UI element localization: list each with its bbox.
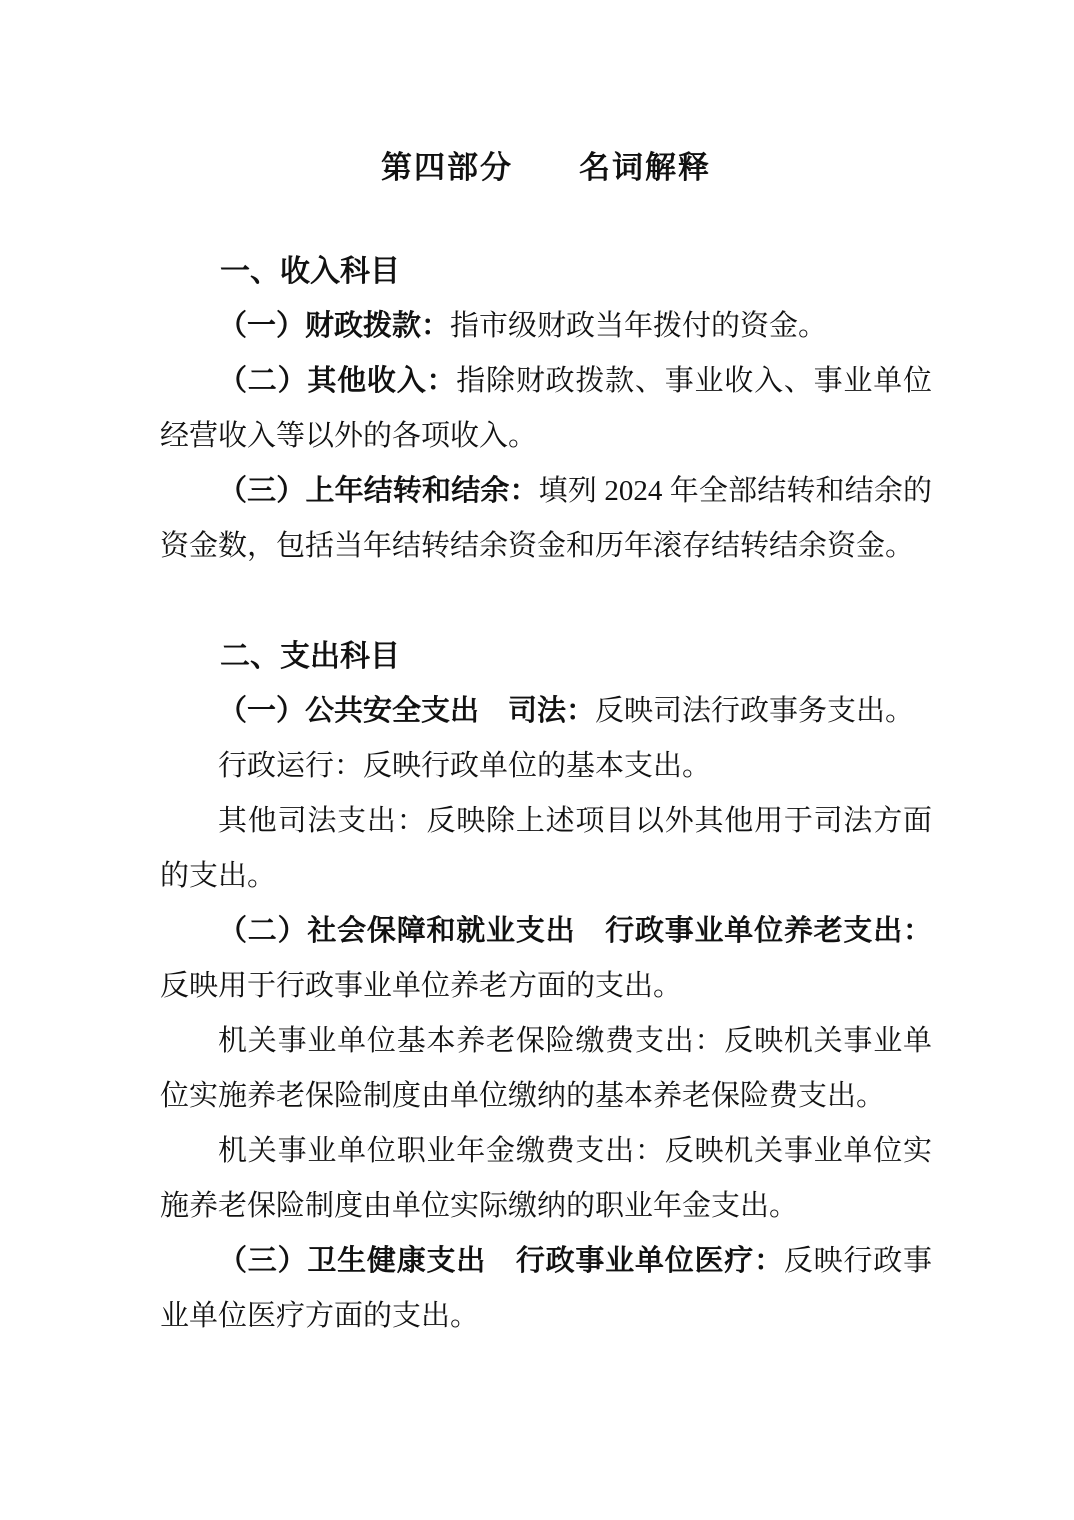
para-other-income <box>160 354 932 464</box>
para-social-security-text: 反映用于行政事业单位养老方面的支出。 <box>160 970 683 1002</box>
para-admin-operation-text: 行政运行：反映行政单位的基本支出。 <box>218 750 712 782</box>
section-expenditure-heading: 二、支出科目 <box>220 640 400 673</box>
para-occupational-annuity-text: 机关事业单位职业年金缴费支出：反映机关事业单位实施养老保险制度由单位实际缴纳的职业年金支出。 <box>160 1135 932 1222</box>
para-basic-pension <box>160 1014 932 1124</box>
para-social-security-label: （二）社会保障和就业支出 行政事业单位养老支出： <box>218 915 932 947</box>
para-social-security <box>160 904 932 1014</box>
para-public-security-label: （一）公共安全支出 司法： <box>218 695 596 727</box>
para-public-security <box>160 684 932 739</box>
para-other-income-text: 指除财政拨款、事业收入、事业单位经营收入等以外的各项收入。 <box>160 365 932 452</box>
section-income <box>160 244 932 574</box>
para-fiscal-appropriation-label: （一）财政拨款： <box>218 310 451 342</box>
para-other-judicial <box>160 794 932 904</box>
para-admin-operation <box>160 739 932 794</box>
para-other-income-label: （二）其他收入： <box>218 365 457 397</box>
para-public-security-text: 反映司法行政事务支出。 <box>595 695 915 727</box>
para-carryover-surplus-text: 填列 2024 年全部结转和结余的资金数，包括当年结转结余资金和历年滚存结转结余资金。 <box>160 475 932 562</box>
para-occupational-annuity <box>160 1124 932 1234</box>
para-other-judicial-text: 其他司法支出：反映除上述项目以外其他用于司法方面的支出。 <box>160 805 932 892</box>
para-carryover-surplus <box>160 464 932 574</box>
para-carryover-surplus-label: （三）上年结转和结余： <box>218 475 539 507</box>
para-basic-pension-text: 机关事业单位基本养老保险缴费支出：反映机关事业单位实施养老保险制度由单位缴纳的基本养老保险费支出。 <box>160 1025 932 1112</box>
para-health-label: （三）卫生健康支出 行政事业单位医疗： <box>218 1245 784 1277</box>
para-fiscal-appropriation <box>160 299 932 354</box>
para-fiscal-appropriation-text: 指市级财政当年拨付的资金。 <box>450 310 828 342</box>
section-expenditure <box>160 629 932 1344</box>
page-title: 第四部分 名词解释 <box>381 150 711 185</box>
document-content <box>160 140 932 1344</box>
para-health-text: 反映行政事业单位医疗方面的支出。 <box>160 1245 932 1332</box>
section-income-heading: 一、收入科目 <box>220 255 400 288</box>
para-health <box>160 1234 932 1344</box>
